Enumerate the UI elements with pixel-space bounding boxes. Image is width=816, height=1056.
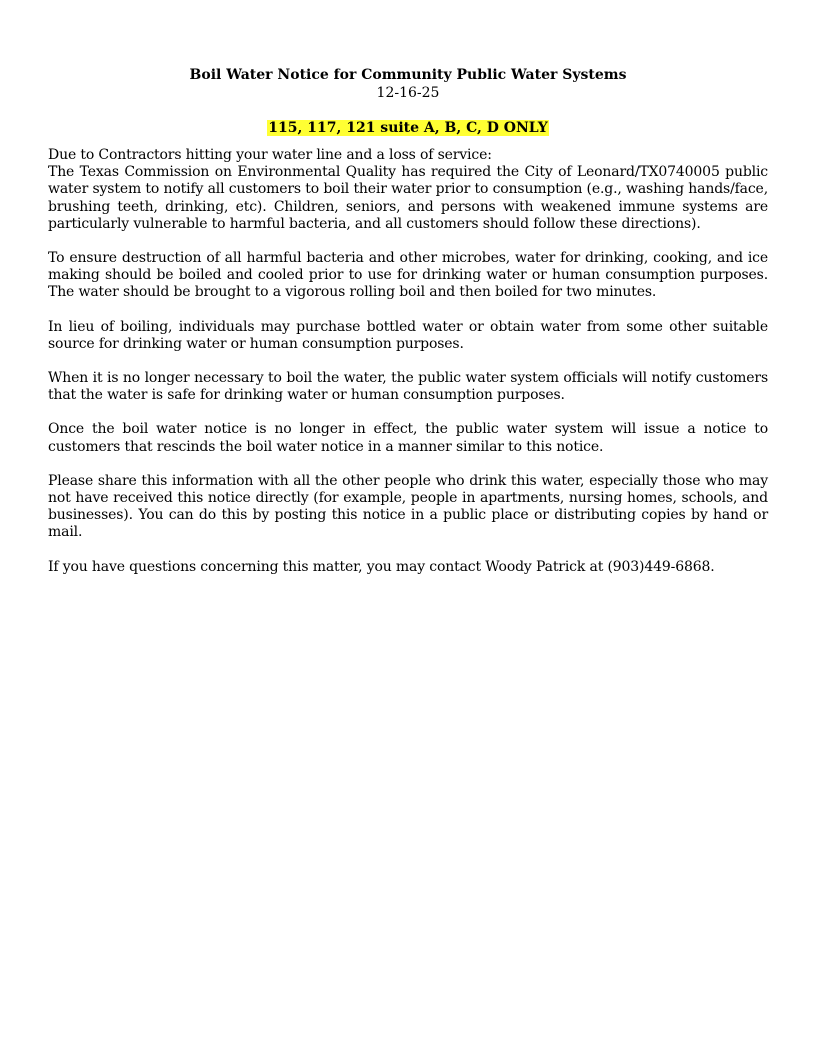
notice-date: 12-16-25 — [376, 85, 440, 101]
paragraph-share-info: Please share this information with all the other people who drink this water, especially those who may not have received this notice directly (for example, people in apartments, nursing homes, schools, and businesses). You can do this by posting this notice in a public place or distributing copies by hand or mail. — [48, 472, 768, 541]
paragraph-bottled-water: In lieu of boiling, individuals may purchase bottled water or obtain water from some other suitable source for drinking water or human consumption purposes. — [48, 318, 768, 352]
cause-statement: Due to Contractors hitting your water line and a loss of service: — [48, 147, 492, 163]
paragraph-notification: When it is no longer necessary to boil the water, the public water system officials will notify customers that the water is safe for drinking water or human consumption purposes. — [48, 370, 768, 404]
paragraph-tceq-requirement: The Texas Commission on Environmental Quality has required the City of Leonard/TX0740005 public water system to notify all customers to boil their water prior to consumption (e.g., washing hands/face, brushing teeth, drinking, etc). Children, seniors, and persons with weakened immune systems are particularly vulnerable to harmful bacteria, and all customers should follow these directions). — [48, 164, 768, 232]
notice-title: Boil Water Notice for Community Public Water Systems — [189, 67, 627, 83]
affected-addresses-line — [48, 118, 768, 137]
paragraph-boiling-instructions: To ensure destruction of all harmful bacteria and other microbes, water for drinking, cooking, and ice making should be boiled and cooled prior to use for drinking water or human consumption purposes. The water should be brought to a vigorous rolling boil and then boiled for two minutes. — [48, 250, 768, 301]
paragraph-rescind: Once the boil water notice is no longer in effect, the public water system will issue a notice to customers that rescinds the boil water notice in a manner similar to this notice. — [48, 421, 768, 455]
document-page — [48, 66, 768, 593]
paragraph-contact: If you have questions concerning this matter, you may contact Woody Patrick at (903)449-6868. — [48, 558, 715, 575]
affected-addresses-highlight: 115, 117, 121 suite A, B, C, D ONLY — [268, 120, 548, 136]
